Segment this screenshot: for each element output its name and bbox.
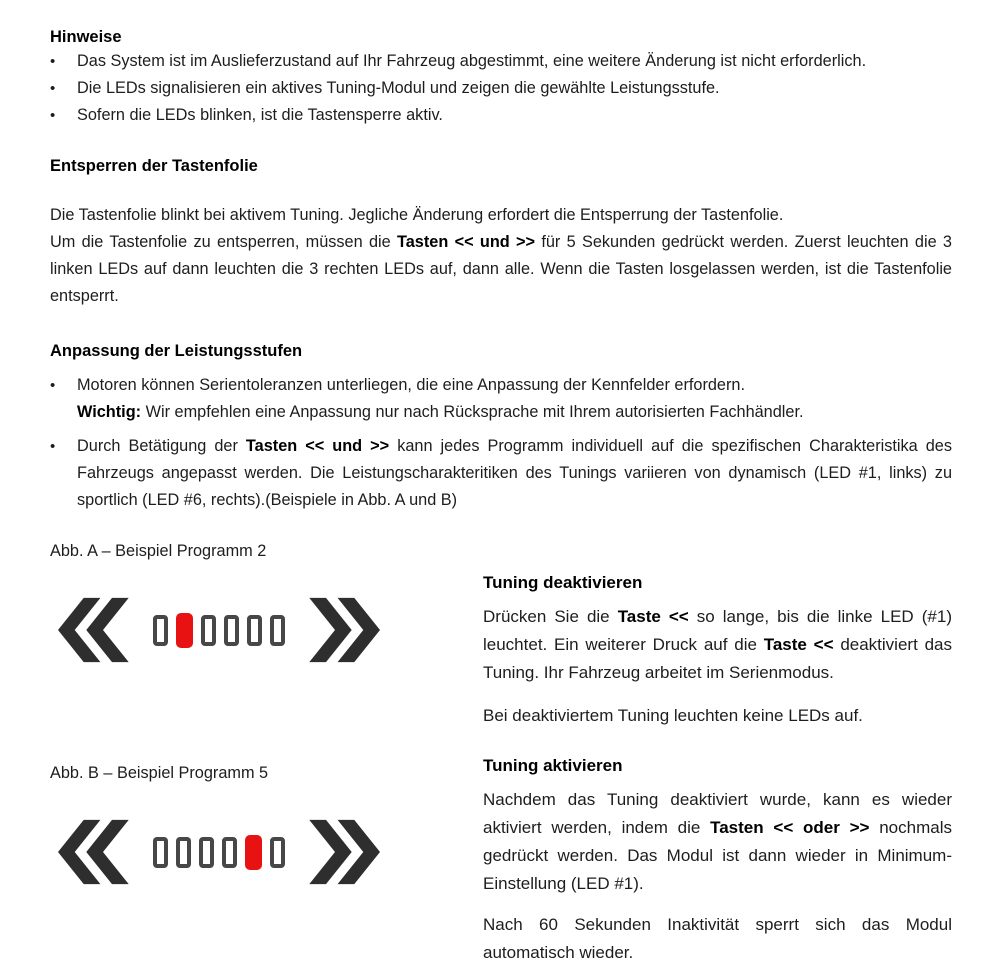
led-3 <box>201 615 216 646</box>
led-5 <box>247 615 262 646</box>
bullet-icon: • <box>50 438 56 455</box>
text-run: deaktiviert das Tuning. Ihr Fahrzeug arbeitet im Serienmodus. <box>483 635 952 682</box>
wichtig-bold: Wichtig: <box>77 403 142 421</box>
bullet-icon: • <box>50 377 56 394</box>
led-2 <box>176 837 191 868</box>
anpassung-heading: Anpassung der Leistungsstufen <box>50 342 303 360</box>
deaktivieren-heading: Tuning deaktivieren <box>483 573 643 592</box>
text-run: für 5 Sekunden gedrückt werden. Zuerst leuchten die 3 linken LEDs auf dann leuchten die 3 rechten LEDs auf, dann alle. Wenn die Tasten losgelassen werden, ist die Tastenfolie entsperrt. <box>50 233 952 305</box>
instructions-column <box>483 514 952 967</box>
section-entsperren <box>50 155 952 310</box>
aktivieren-paragraph-1 <box>483 786 952 898</box>
entsperren-heading: Entsperren der Tastenfolie <box>50 157 258 175</box>
figures-and-instructions <box>50 514 952 967</box>
led-5-active <box>245 835 262 870</box>
entsperren-line2 <box>50 229 952 310</box>
text-run: so lange, bis die linke LED (#1) leuchtet. Ein weiterer Druck auf die <box>483 607 952 654</box>
entsperren-paragraph <box>50 202 952 310</box>
text-run: Drücken Sie die <box>483 607 618 626</box>
anpassung-bullet-2 <box>77 433 952 514</box>
figure-b-led-display <box>58 817 483 887</box>
list-item <box>50 48 952 75</box>
deaktivieren-paragraph-2: Bei deaktiviertem Tuning leuchten keine LEDs auf. <box>483 706 863 725</box>
led-4 <box>222 837 237 868</box>
bullet-icon: • <box>50 80 56 97</box>
double-chevron-right-icon <box>308 818 380 886</box>
led-6 <box>270 837 285 868</box>
hinweise-heading: Hinweise <box>50 28 122 46</box>
taste-key-bold: Taste << <box>763 635 834 654</box>
led-row <box>153 835 285 870</box>
text-run: Um die Tastenfolie zu entsperren, müssen die <box>50 233 397 251</box>
bullet-icon: • <box>50 107 56 124</box>
text-run: Motoren können Serientoleranzen unterliegen, die eine Anpassung der Kennfelder erfordern. <box>77 376 745 394</box>
list-item <box>50 75 952 102</box>
text-run: Wir empfehlen eine Anpassung nur nach Rücksprache mit Ihrem autorisierten Fachhändler. <box>141 403 804 421</box>
hinweise-bullet-list <box>50 48 952 129</box>
taste-key-bold: Taste << <box>617 607 689 626</box>
tasten-keys-bold: Tasten << und >> <box>397 233 536 251</box>
hinweise-bullet-1: Das System ist im Auslieferzustand auf Ihr Fahrzeug abgestimmt, eine weitere Änderung ist nicht erforderlich. <box>77 52 867 70</box>
aktivieren-heading: Tuning aktivieren <box>483 756 623 775</box>
led-4 <box>224 615 239 646</box>
tasten-keys-bold: Tasten << oder >> <box>710 818 870 837</box>
figures-column <box>50 514 483 967</box>
led-1 <box>153 837 168 868</box>
led-1 <box>153 615 168 646</box>
aktivieren-paragraph-2: Nach 60 Sekunden Inaktivität sperrt sich das Modul automatisch wieder. <box>483 915 952 962</box>
tasten-keys-bold: Tasten << und >> <box>245 437 390 455</box>
entsperren-line1: Die Tastenfolie blinkt bei aktivem Tuning. Jegliche Änderung erfordert die Entsperrung der Tastenfolie. <box>50 206 784 224</box>
text-run: nochmals gedrückt werden. Das Modul ist dann wieder in Minimum-Einstellung (LED #1). <box>483 818 952 893</box>
led-2-active <box>176 613 193 648</box>
list-item <box>50 372 952 426</box>
list-item <box>50 102 952 129</box>
bullet-icon: • <box>50 53 56 70</box>
double-chevron-right-icon <box>308 596 380 664</box>
list-item <box>50 433 952 514</box>
figure-a-led-display <box>58 595 483 665</box>
double-chevron-left-icon <box>58 596 130 664</box>
section-anpassung <box>50 340 952 514</box>
led-row <box>153 613 285 648</box>
text-run: Nachdem das Tuning deaktiviert wurde, kann es wieder aktiviert werden, indem die <box>483 790 952 837</box>
figure-a-caption: Abb. A – Beispiel Programm 2 <box>50 542 267 560</box>
led-6 <box>270 615 285 646</box>
section-hinweise <box>50 26 952 129</box>
figure-b-caption: Abb. B – Beispiel Programm 5 <box>50 764 269 782</box>
hinweise-bullet-2: Die LEDs signalisieren ein aktives Tuning-Modul und zeigen die gewählte Leistungsstufe. <box>77 79 720 97</box>
double-chevron-left-icon <box>58 818 130 886</box>
hinweise-bullet-3: Sofern die LEDs blinken, ist die Tastensperre aktiv. <box>77 106 443 124</box>
anpassung-bullet-1 <box>77 372 952 426</box>
deaktivieren-paragraph-1 <box>483 603 952 687</box>
text-run: kann jedes Programm individuell auf die spezifischen Charakteristika des Fahrzeugs angepasst werden. Die Leistungscharakteritiken des Tunings variieren von dynamisch (LED #1, links) zu sportlich (LED #6, rechts).(Beispiele in Abb. A und B) <box>77 437 952 509</box>
text-run: Durch Betätigung der <box>77 437 246 455</box>
led-3 <box>199 837 214 868</box>
